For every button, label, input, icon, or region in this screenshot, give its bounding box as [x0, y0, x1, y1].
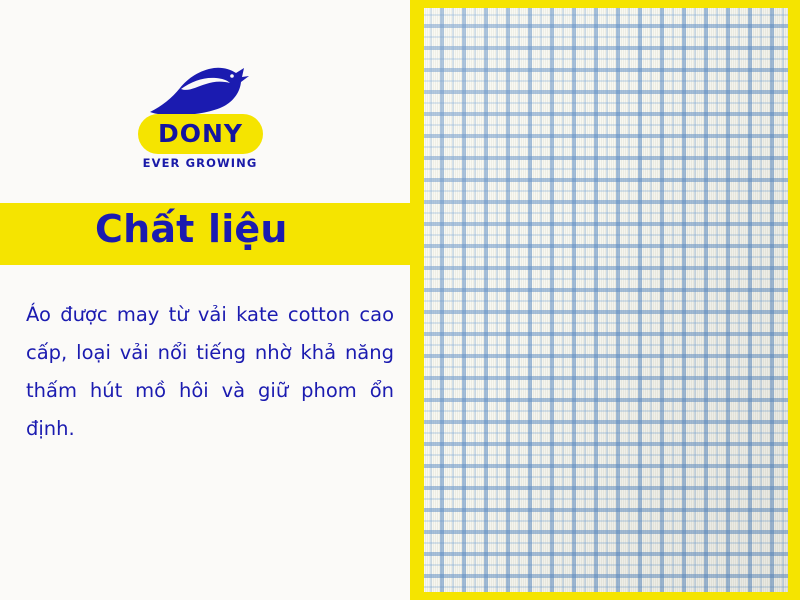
fabric-shading-overlay [424, 8, 788, 592]
dony-logo-wordmark: DONY [157, 119, 244, 148]
section-title: Chất liệu [95, 207, 288, 251]
dony-logo-pill [138, 114, 263, 154]
fabric-image-frame [410, 0, 800, 600]
dony-logo-tagline: EVER GROWING [142, 156, 258, 170]
section-paragraph: Áo được may từ vải kate cotton cao cấp, loại vải nổi tiếng nhờ khả năng thấm hút mồ hôi và giữ phom ổn định. [26, 303, 394, 440]
dony-bird-logo-icon [148, 62, 253, 120]
dony-logo [130, 62, 270, 177]
fabric-swatch-image [424, 8, 788, 592]
